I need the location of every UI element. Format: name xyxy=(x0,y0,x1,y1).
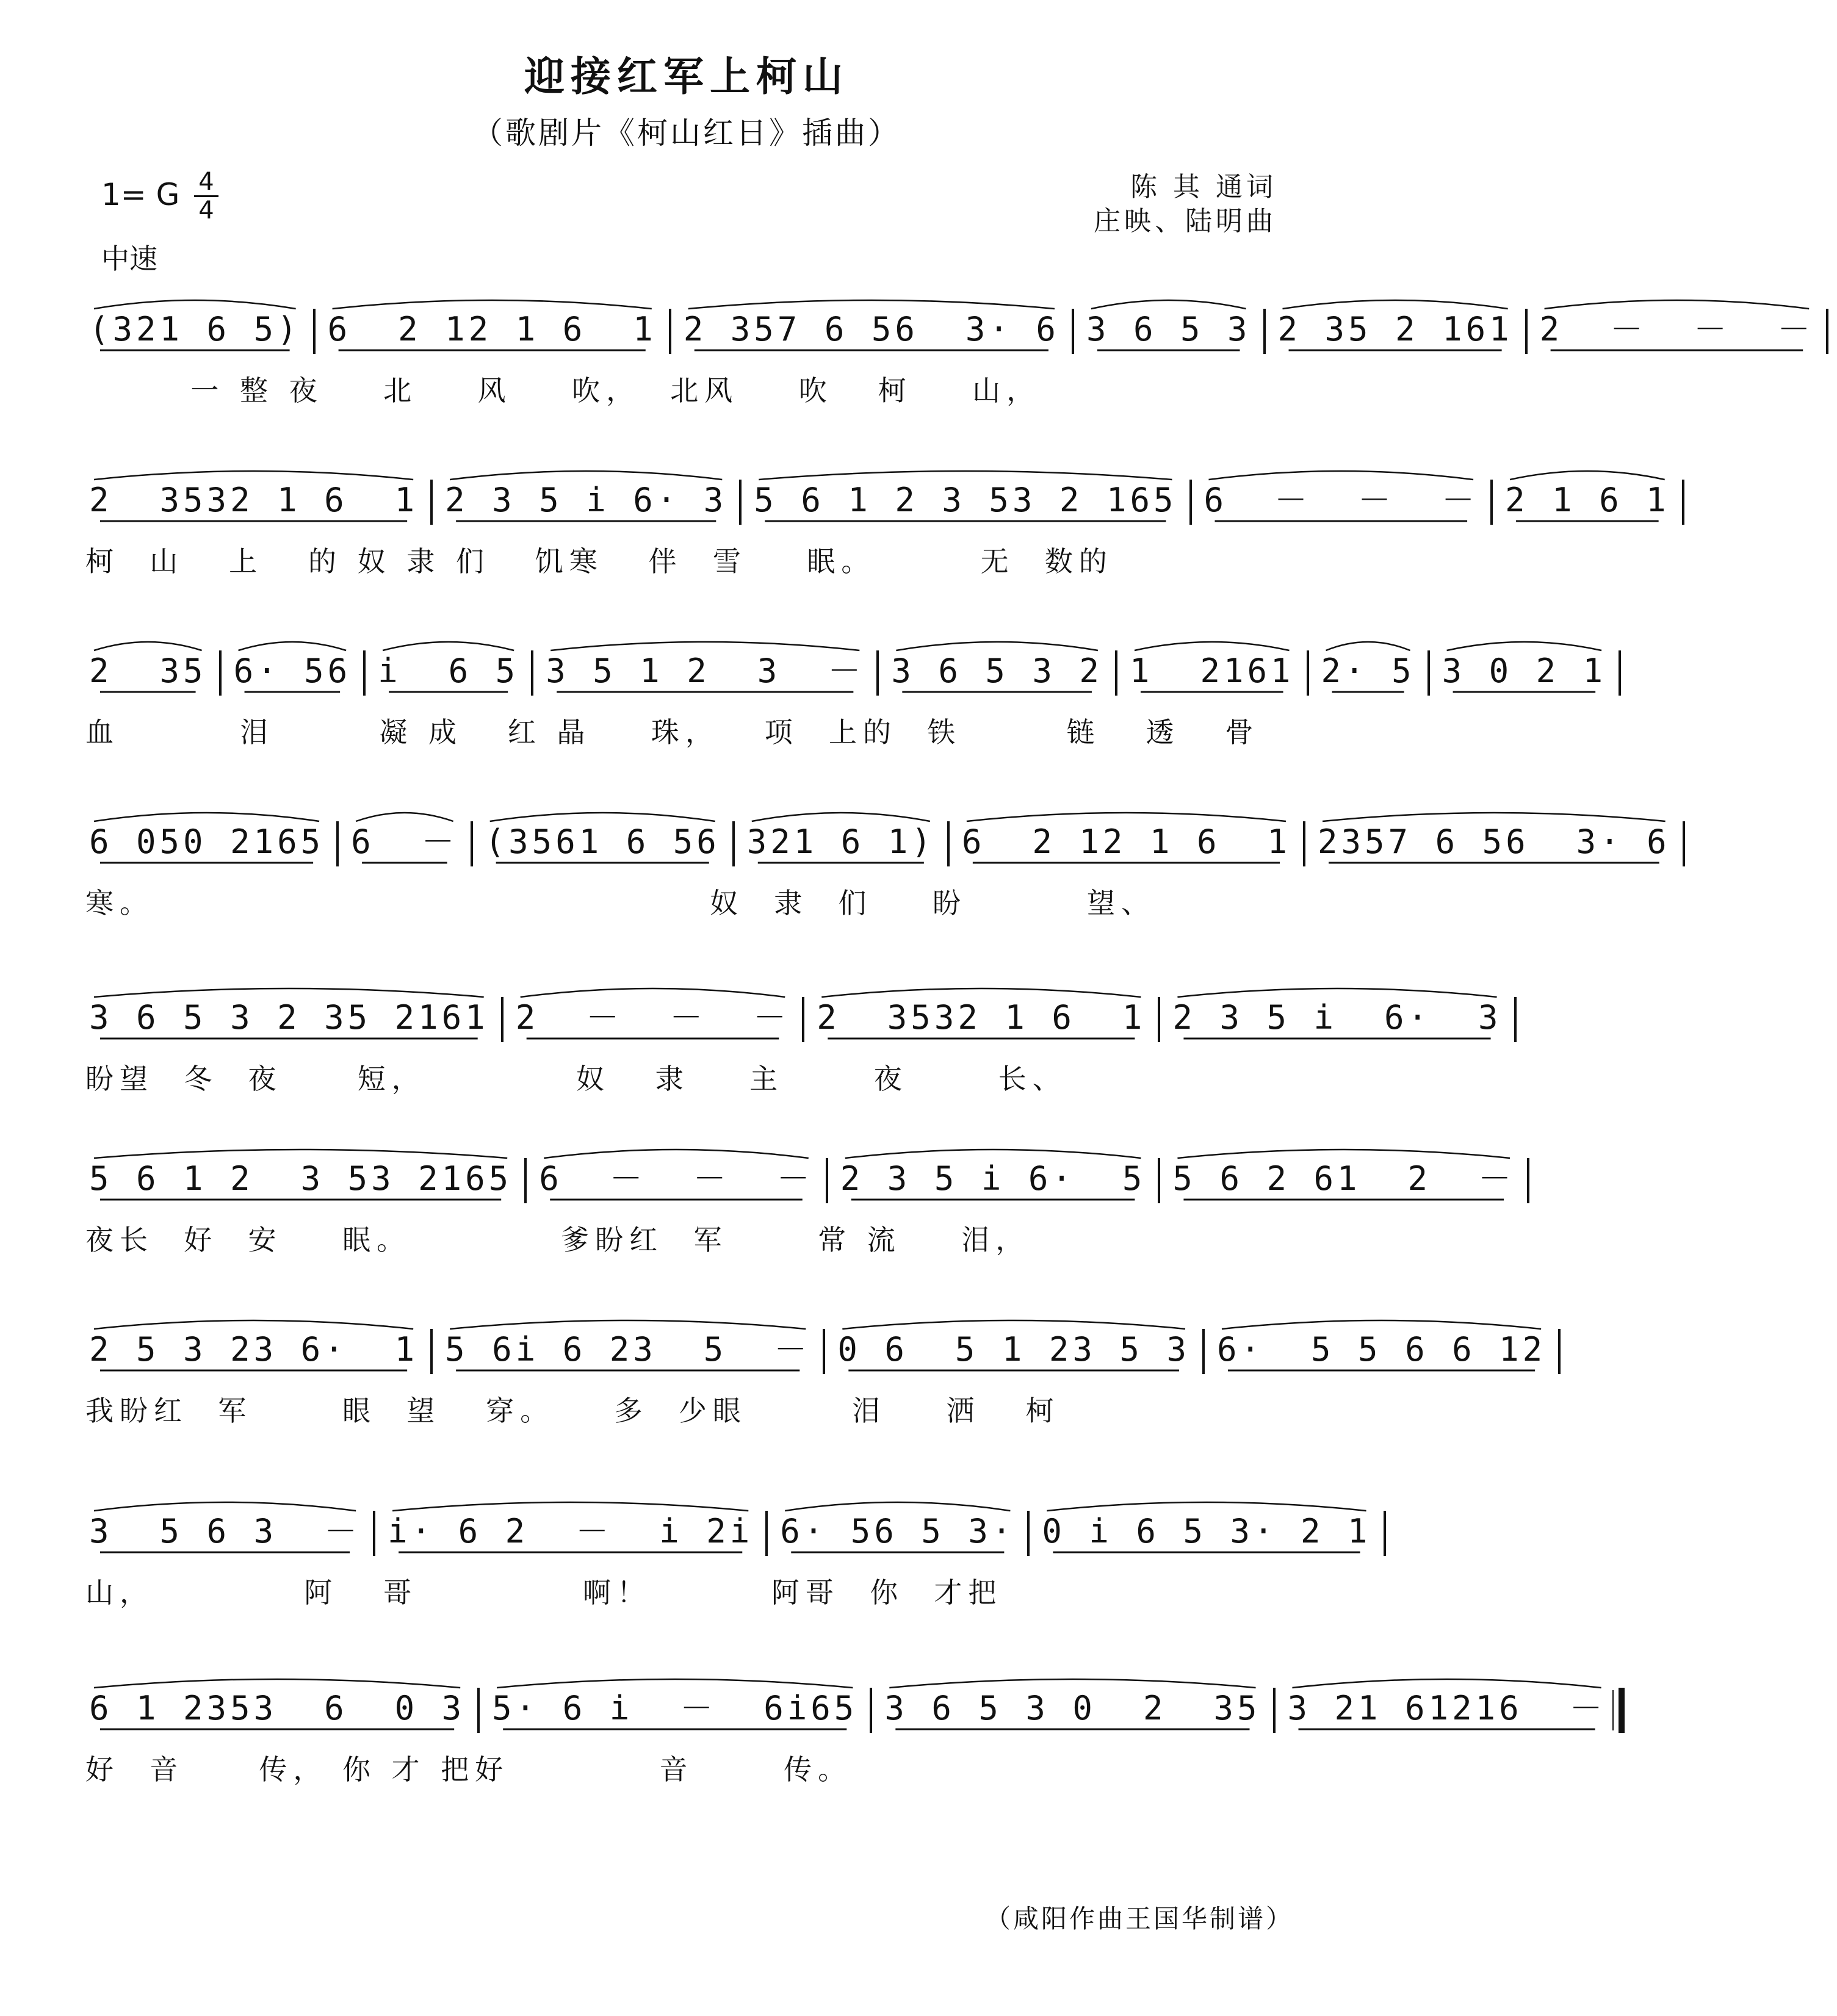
notes-line xyxy=(85,305,1814,354)
measure: i· 6 2 － i 2i xyxy=(388,1512,754,1550)
notes-line xyxy=(85,993,1502,1042)
slur xyxy=(1283,300,1508,309)
slur xyxy=(1510,471,1665,480)
measure: 2 35 xyxy=(89,652,207,690)
barline xyxy=(1619,1688,1625,1733)
measure: 3 5 6 3 － xyxy=(89,1512,361,1550)
slur xyxy=(1447,642,1602,650)
measure: 2 － － － xyxy=(1539,310,1814,348)
score-system xyxy=(85,993,1502,1115)
barline xyxy=(870,1688,872,1733)
barline xyxy=(1027,1511,1030,1556)
song-title: 迎接红军上柯山 xyxy=(524,52,849,100)
barline xyxy=(1072,309,1074,354)
measure: 6 － － － xyxy=(1204,481,1479,519)
barline xyxy=(826,1158,828,1203)
barline xyxy=(1527,1158,1529,1203)
measure: i 6 5 xyxy=(378,652,519,690)
measure: 5 6 1 2 3 53 2 165 xyxy=(754,481,1177,519)
barline xyxy=(336,821,339,866)
score-system xyxy=(85,1154,1515,1276)
notes-line xyxy=(85,647,1607,696)
score-system xyxy=(85,305,1814,427)
footer-credit: （咸阳作曲王国华制谱） xyxy=(984,1904,1294,1934)
barline xyxy=(430,480,433,525)
barline xyxy=(363,650,366,696)
measure: 3 5 1 2 3 － xyxy=(546,652,865,690)
measure: 2 357 6 56 3· 6 xyxy=(683,310,1059,348)
barline xyxy=(477,1688,480,1733)
measure: 0 6 5 1 23 5 3 xyxy=(837,1330,1190,1369)
barline xyxy=(739,480,742,525)
barline xyxy=(1683,821,1685,866)
composer-credit: 庄映、陆明曲 xyxy=(1094,206,1277,237)
barline xyxy=(1263,309,1266,354)
barline xyxy=(1384,1511,1386,1556)
barline xyxy=(1273,1688,1276,1733)
measure: 6 050 2165 xyxy=(89,823,325,861)
measure: 6· 56 xyxy=(233,652,352,690)
barline xyxy=(1307,650,1309,696)
slur xyxy=(1326,642,1410,650)
lyrics-line: 一 整 夜 北 风 吹， 北风 吹 柯 山， xyxy=(85,374,1041,407)
measure: 2 1 6 1 xyxy=(1505,481,1670,519)
barline xyxy=(732,821,735,866)
notes-line xyxy=(85,1154,1515,1203)
measure: 6 － － － xyxy=(539,1159,814,1198)
score-system xyxy=(85,647,1607,769)
barline xyxy=(669,309,671,354)
barline xyxy=(1158,1158,1160,1203)
barline xyxy=(947,821,950,866)
measure: (321 6 5) xyxy=(89,310,301,348)
measure: 5 6 1 2 3 53 2165 xyxy=(89,1159,513,1198)
measure: 2· 5 xyxy=(1321,652,1415,690)
notes-line xyxy=(85,818,1670,866)
notes-line xyxy=(85,476,1670,525)
measure: 6 2 12 1 6 1 xyxy=(961,823,1291,861)
barline xyxy=(1158,997,1160,1042)
meter-bottom: 4 xyxy=(198,196,214,225)
lyrics-line: 山， 阿 哥 啊！ 阿哥 你 才把 xyxy=(85,1576,1003,1609)
barline xyxy=(802,997,804,1042)
measure: 3 6 5 3 xyxy=(1086,310,1251,348)
notes-line xyxy=(85,1325,1546,1374)
barline xyxy=(1619,650,1621,696)
measure: 3 6 5 3 2 35 2161 xyxy=(89,998,489,1037)
measure: 5 6 2 61 2 － xyxy=(1172,1159,1515,1198)
score-system xyxy=(85,476,1670,598)
barline xyxy=(1202,1329,1205,1374)
measure: 6 － xyxy=(351,823,458,861)
measure: (3561 6 56 xyxy=(485,823,720,861)
barline xyxy=(313,309,316,354)
measure: 2357 6 56 3· 6 xyxy=(1318,823,1670,861)
measure: 2 3532 1 6 1 xyxy=(817,998,1146,1037)
slur xyxy=(1323,813,1666,821)
lyrics-line: 好 音 传， 你 才 把好 音 传。 xyxy=(85,1753,853,1786)
measure: 321 6 1) xyxy=(746,823,935,861)
lyrics-line: 我盼红 军 眼 望 穿。 多 少眼 泪 洒 柯 xyxy=(85,1394,1060,1427)
lyrics-line: 寒。 奴 隶 们 盼 望、 xyxy=(85,887,1155,920)
slur xyxy=(1545,300,1810,309)
measure: 3 21 61216 － xyxy=(1287,1689,1606,1727)
score-system xyxy=(85,1684,1606,1806)
measure: 6· 5 5 6 6 12 xyxy=(1216,1330,1546,1369)
measure: 2 3 5 i 6· 3 xyxy=(1172,998,1502,1037)
measure: 1 2161 xyxy=(1129,652,1294,690)
key-signature: 1= G xyxy=(101,177,180,212)
tempo-marking: 中速 xyxy=(101,242,157,275)
measure: 3 6 5 3 0 2 35 xyxy=(884,1689,1261,1727)
score-system xyxy=(85,1325,1546,1447)
meter-top: 4 xyxy=(198,168,214,196)
barline xyxy=(430,1329,433,1374)
barline xyxy=(1514,997,1517,1042)
measure: 0 i 6 5 3· 2 1 xyxy=(1042,1512,1371,1550)
measure: 2 － － － xyxy=(515,998,790,1037)
barline xyxy=(1490,480,1493,525)
barline xyxy=(1826,309,1828,354)
measure: 3 6 5 3 2 xyxy=(891,652,1103,690)
score-system xyxy=(85,818,1670,940)
barline xyxy=(1189,480,1192,525)
measure: 2 3 5 i 6· 3 xyxy=(445,481,727,519)
lyrics-line: 盼望 冬 夜 短， 奴 隶 主 夜 长、 xyxy=(85,1062,1067,1095)
barline xyxy=(1427,650,1430,696)
measure: 5 6i 6 23 5 － xyxy=(445,1330,811,1369)
song-subtitle: （歌剧片《柯山红日》插曲） xyxy=(472,115,901,151)
barline xyxy=(765,1511,768,1556)
barline xyxy=(471,821,473,866)
measure: 2 3532 1 6 1 xyxy=(89,481,419,519)
time-signature xyxy=(194,170,218,223)
barline xyxy=(219,650,222,696)
barline xyxy=(1682,480,1684,525)
measure: 6· 56 5 3· xyxy=(780,1512,1016,1550)
lyrics-line: 柯 山 上 的 奴 隶 们 饥寒 伴 雪 眠。 无 数的 xyxy=(85,545,1113,578)
barline xyxy=(823,1329,825,1374)
lyrics-line: 夜长 好 安 眠。 爹盼红 军 常 流 泪， xyxy=(85,1223,1030,1256)
lyricist-credit: 陈 其 通词 xyxy=(1130,171,1277,203)
lyrics-line: 血 泪 凝 成 红 晶 珠， 项 上的 铁 链 透 骨 xyxy=(85,716,1260,749)
notes-line xyxy=(85,1684,1606,1733)
barline xyxy=(501,997,503,1042)
barline xyxy=(1115,650,1117,696)
measure: 6 1 2353 6 0 3 xyxy=(89,1689,466,1727)
barline xyxy=(1558,1329,1561,1374)
score-system xyxy=(85,1507,1371,1629)
measure: 2 3 5 i 6· 5 xyxy=(840,1159,1146,1198)
barline xyxy=(373,1511,375,1556)
barline xyxy=(524,1158,527,1203)
measure: 3 0 2 1 xyxy=(1442,652,1607,690)
notes-line xyxy=(85,1507,1371,1556)
measure: 5· 6 i － 6i65 xyxy=(492,1689,858,1727)
barline xyxy=(876,650,879,696)
measure: 6 2 12 1 6 1 xyxy=(327,310,657,348)
slur xyxy=(1293,1679,1601,1688)
barline xyxy=(1525,309,1528,354)
barline xyxy=(1303,821,1305,866)
measure: 2 35 2 161 xyxy=(1277,310,1513,348)
barline xyxy=(531,650,533,696)
measure: 2 5 3 23 6· 1 xyxy=(89,1330,419,1369)
